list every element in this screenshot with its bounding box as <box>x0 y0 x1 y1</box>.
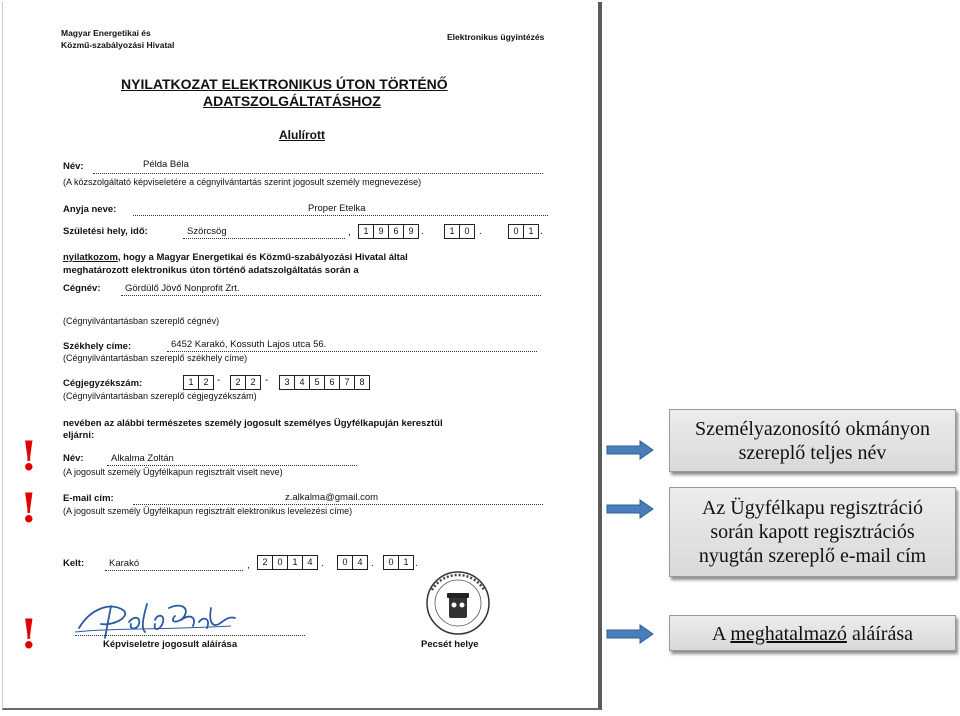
birth-label: Születési hely, idő: <box>63 226 148 237</box>
birth-month-boxes: 1 0 <box>444 224 475 239</box>
authorized-name-note: (A jogosult személy Ügyfélkapun regisztrált viselt neve) <box>63 467 283 477</box>
callout-full-name-line2: szereplő teljes név <box>738 442 887 464</box>
mother-name-label: Anyja neve: <box>63 204 117 215</box>
authorized-name-label: Név: <box>63 453 84 464</box>
declaration-document: Magyar Energetikai és Közmű-szabályozási Hivatal Elektronikus ügyintézés NYILATKOZAT ELEKTRONIKUS ÚTON TÖRTÉNŐ ADATSZOLGÁLTATÁSHOZ Alulírott Név: Példa Béla (A közszolgáltató képviseletére a cégnyilvántartás szerint jogosult személy megnevezése) Anyja neve: Proper Etelka Születési hely, idő: Szörcsög , 1 9 6 9 . 1 0 . 0 1 . nyilatkozom, hogy a Magyar Energetikai és Közmű-szabályozási Hivatal által meghatározott elektronikus úton történő adatszolgáltatás során a Cégnév: Gördülő Jövő Nonprofit Zrt. (Cégnyilvántartásban szereplő cégnév) Székhely címe: 6452 Karakó, Kossuth Lajos utca 56. (Cégnyilvántartásban szereplő székhely címe) Cégjegyzékszám: 1 2 - 2 2 - 3 4 5 6 7 8 (Cégnyilvántartásban szereplő cégjegyzékszám) nevében az alábbi természetes személy jogosult személyes Ügyfélkapuján keresztül eljárni: Név: Alkalma Zoltán (A jogosult személy Ügyfélkapun regisztrált viselt neve) E-mail cím: z.alkalma@gmail.com (A jogosult személy Ügyfélkapun regisztrált elektronikus levelezési címe) Kelt: Karakó , 2 0 1 4 . 0 4 . 0 1 . Képviseletre jogosult aláírása Pecsét helye <box>2 2 602 710</box>
mother-name-value: Proper Etelka <box>308 203 366 214</box>
birth-place-dotted-line <box>183 238 345 239</box>
callout-email <box>669 487 956 577</box>
date-year-boxes: 2 0 1 4 <box>257 555 318 570</box>
warning-exclamation-name: ! <box>20 433 38 480</box>
callout-email-line3: nyugtán szereplő e-mail cím <box>698 545 927 567</box>
doc-title-line1: NYILATKOZAT ELEKTRONIKUS ÚTON TÖRTÉNŐ <box>121 76 448 92</box>
registry-note: (Cégnyilvántartásban szereplő cégjegyzékszám) <box>63 391 257 401</box>
email-label: E-mail cím: <box>63 493 114 504</box>
callout-full-name <box>669 409 956 472</box>
declaration-line1: nyilatkozom, hogy a Magyar Energetikai és Közmű-szabályozási Hivatal által <box>63 252 408 263</box>
birth-day-boxes: 0 1 <box>508 224 539 239</box>
callout-email-line2: során kapott regisztrációs <box>710 521 915 543</box>
behalf-line2: eljárni: <box>63 430 95 441</box>
arrow-right-icon <box>606 440 654 460</box>
date-day-boxes: 0 1 <box>383 555 414 570</box>
date-place: Karakó <box>109 558 140 569</box>
authorized-name-dotted-line <box>107 465 357 466</box>
registry-label: Cégjegyzékszám: <box>63 378 143 389</box>
registry-part2-boxes: 2 2 <box>230 375 261 390</box>
behalf-line1: nevében az alábbi természetes személy jogosult személyes Ügyfélkapuján keresztül <box>63 418 443 429</box>
date-label: Kelt: <box>63 558 85 569</box>
warning-exclamation-signature: ! <box>20 611 38 658</box>
company-label: Cégnév: <box>63 283 101 294</box>
org-name-line1: Magyar Energetikai és <box>61 28 151 38</box>
arrow-right-icon <box>606 499 654 519</box>
stamp-caption: Pecsét helye <box>421 639 479 650</box>
email-note: (A jogosult személy Ügyfélkapun regisztrált elektronikus levelezési címe) <box>63 506 353 516</box>
org-name-line2: Közmű-szabályozási Hivatal <box>61 40 175 50</box>
doc-title-line2: ADATSZOLGÁLTATÁSHOZ <box>203 93 381 109</box>
callout-email-line1: Az Ügyfélkapu regisztráció <box>701 497 923 519</box>
callout-full-name-line1: Személyazonosító okmányon <box>695 418 930 440</box>
registry-part1-boxes: 1 2 <box>183 375 214 390</box>
name-note: (A közszolgáltató képviseletére a cégnyilvántartás szerint jogosult személy megnevezése) <box>63 177 422 187</box>
registry-part3-boxes: 3 4 5 6 7 8 <box>279 375 370 390</box>
seat-value: 6452 Karakó, Kossuth Lajos utca 56. <box>171 339 327 350</box>
birth-year-boxes: 1 9 6 9 <box>358 224 419 239</box>
birth-place: Szörcsög <box>187 226 227 237</box>
email-dotted-line <box>133 504 543 505</box>
email-value: z.alkalma@gmail.com <box>285 492 379 503</box>
company-stamp <box>418 568 498 638</box>
seat-dotted-line <box>167 351 537 352</box>
mother-name-dotted-line <box>133 215 548 216</box>
signature-dotted-line <box>75 635 305 636</box>
header-right: Elektronikus ügyintézés <box>447 32 545 42</box>
doc-subtitle: Alulírott <box>279 128 325 142</box>
company-dotted-line <box>121 295 541 296</box>
signature-caption: Képviseletre jogosult aláírása <box>103 639 238 650</box>
company-value: Gördülő Jövő Nonprofit Zrt. <box>125 283 240 294</box>
name-label: Név: <box>63 161 84 172</box>
date-month-boxes: 0 4 <box>337 555 368 570</box>
authorized-name-value: Alkalma Zoltán <box>111 453 174 464</box>
company-note: (Cégnyilvántartásban szereplő cégnév) <box>63 316 220 326</box>
name-value: Példa Béla <box>143 159 189 170</box>
arrow-right-icon <box>606 624 654 644</box>
seat-note: (Cégnyilvántartásban szereplő székhely címe) <box>63 353 248 363</box>
date-place-dotted-line <box>105 570 243 571</box>
seat-label: Székhely címe: <box>63 341 132 352</box>
name-dotted-line <box>93 173 543 174</box>
declaration-line2: meghatározott elektronikus úton történő adatszolgáltatás során a <box>63 265 359 276</box>
callout-signature: A meghatalmazó aláírása <box>669 615 956 651</box>
warning-exclamation-email: ! <box>20 485 38 532</box>
